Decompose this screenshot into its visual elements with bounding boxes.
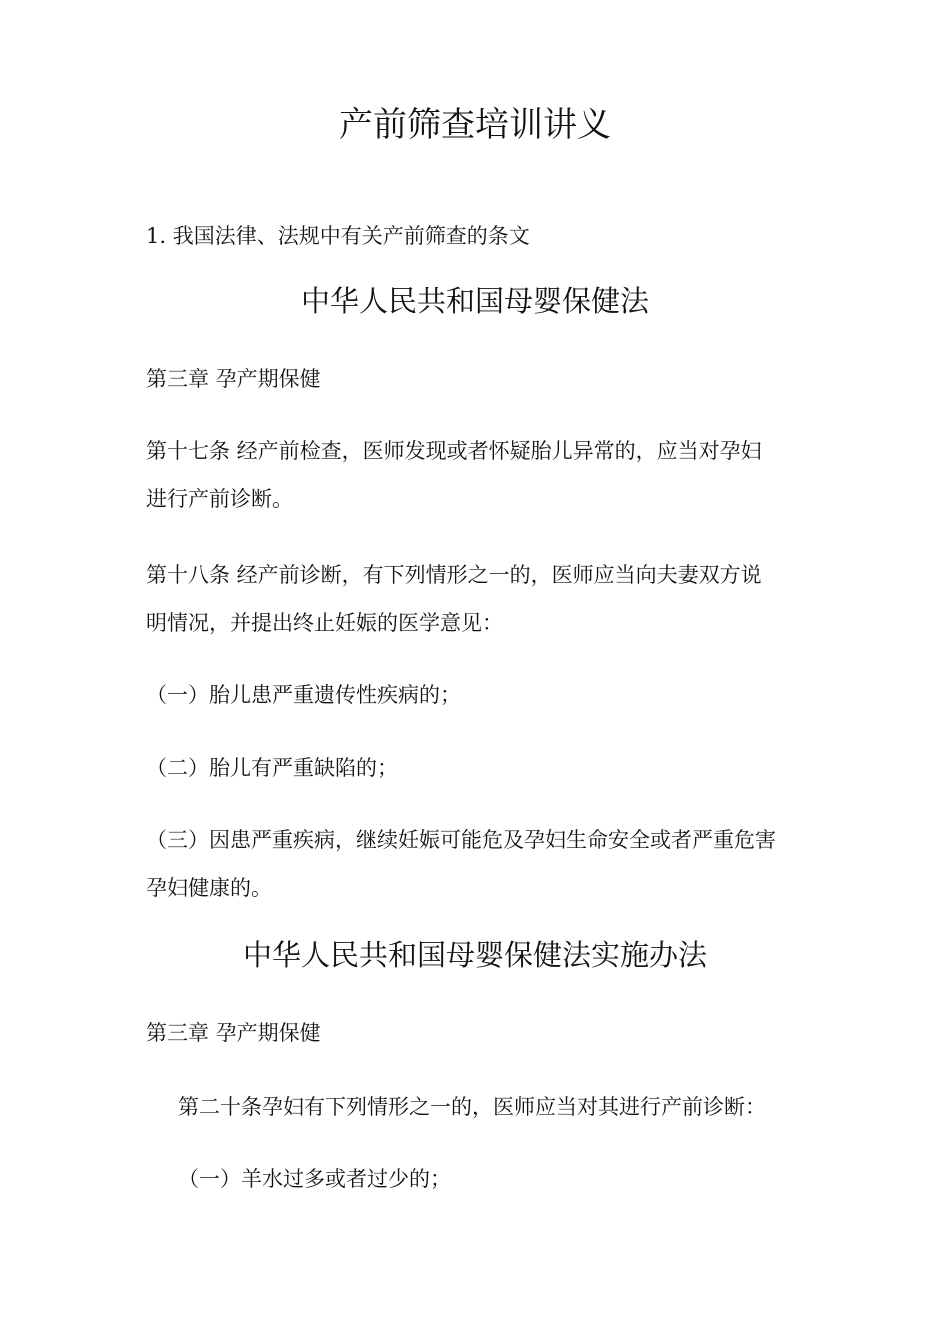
clause-3-line-2: 孕妇健康的。	[146, 876, 272, 900]
article-17-line-2: 进行产前诊断。	[146, 487, 293, 511]
clause-2: （二）胎儿有严重缺陷的；	[146, 756, 398, 780]
article-20: 第二十条孕妇有下列情形之一的，医师应当对其进行产前诊断：	[178, 1095, 766, 1119]
article-18-line-2: 明情况，并提出终止妊娠的医学意见：	[146, 611, 503, 635]
clause-1-implementation: （一）羊水过多或者过少的；	[178, 1167, 451, 1191]
document-title: 产前筛查培训讲义	[339, 105, 611, 145]
chapter-heading: 第三章 孕产期保健	[146, 367, 321, 391]
clause-3-line-1: （三）因患严重疾病，继续妊娠可能危及孕妇生命安全或者严重危害	[146, 828, 776, 852]
law-heading-implementation-measures: 中华人民共和国母婴保健法实施办法	[242, 938, 707, 972]
article-18-line-1: 第十八条 经产前诊断，有下列情形之一的，医师应当向夫妻双方说	[146, 563, 762, 587]
clause-1: （一）胎儿患严重遗传性疾病的；	[146, 683, 461, 707]
law-heading-maternal-infant-health: 中华人民共和国母婴保健法	[300, 284, 649, 318]
section-item-1: 1. 我国法律、法规中有关产前筛查的条文	[146, 224, 530, 248]
chapter-heading-2: 第三章 孕产期保健	[146, 1021, 321, 1045]
article-17-line-1: 第十七条 经产前检查，医师发现或者怀疑胎儿异常的，应当对孕妇	[146, 439, 762, 463]
